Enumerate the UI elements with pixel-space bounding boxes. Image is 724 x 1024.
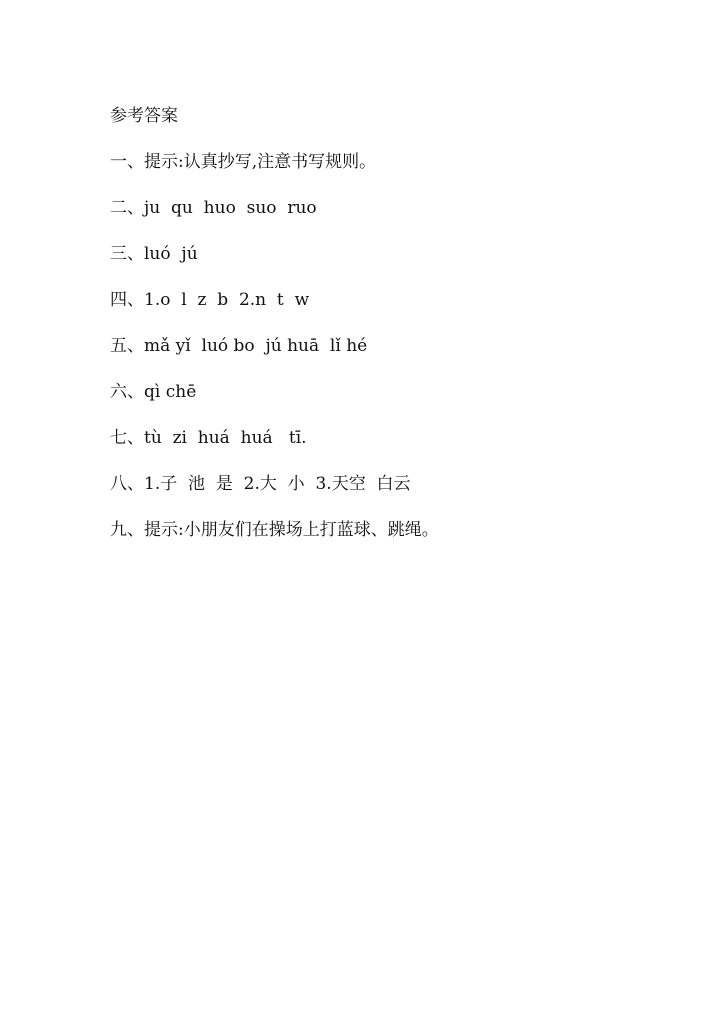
answer-line-8: 八、1.子 池 是 2.大 小 3.天空 白云 <box>110 474 411 494</box>
answer-line-3: 三、luó jú <box>110 244 198 264</box>
page-title: 参考答案 <box>110 106 178 126</box>
answer-line-5: 五、mǎ yǐ luó bo jú huā lǐ hé <box>110 336 368 356</box>
answer-line-1: 一、提示:认真抄写,注意书写规则。 <box>110 152 377 172</box>
answer-content <box>110 102 670 562</box>
answer-line-6: 六、qì chē <box>110 382 197 402</box>
answer-line-9: 九、提示:小朋友们在操场上打蓝球、跳绳。 <box>110 520 439 540</box>
answer-line-4: 四、1.o l z b 2.n t w <box>110 290 310 310</box>
answer-line-7: 七、tù zi huá huá tī. <box>110 428 307 448</box>
answer-line-2: 二、ju qu huo suo ruo <box>110 198 317 218</box>
